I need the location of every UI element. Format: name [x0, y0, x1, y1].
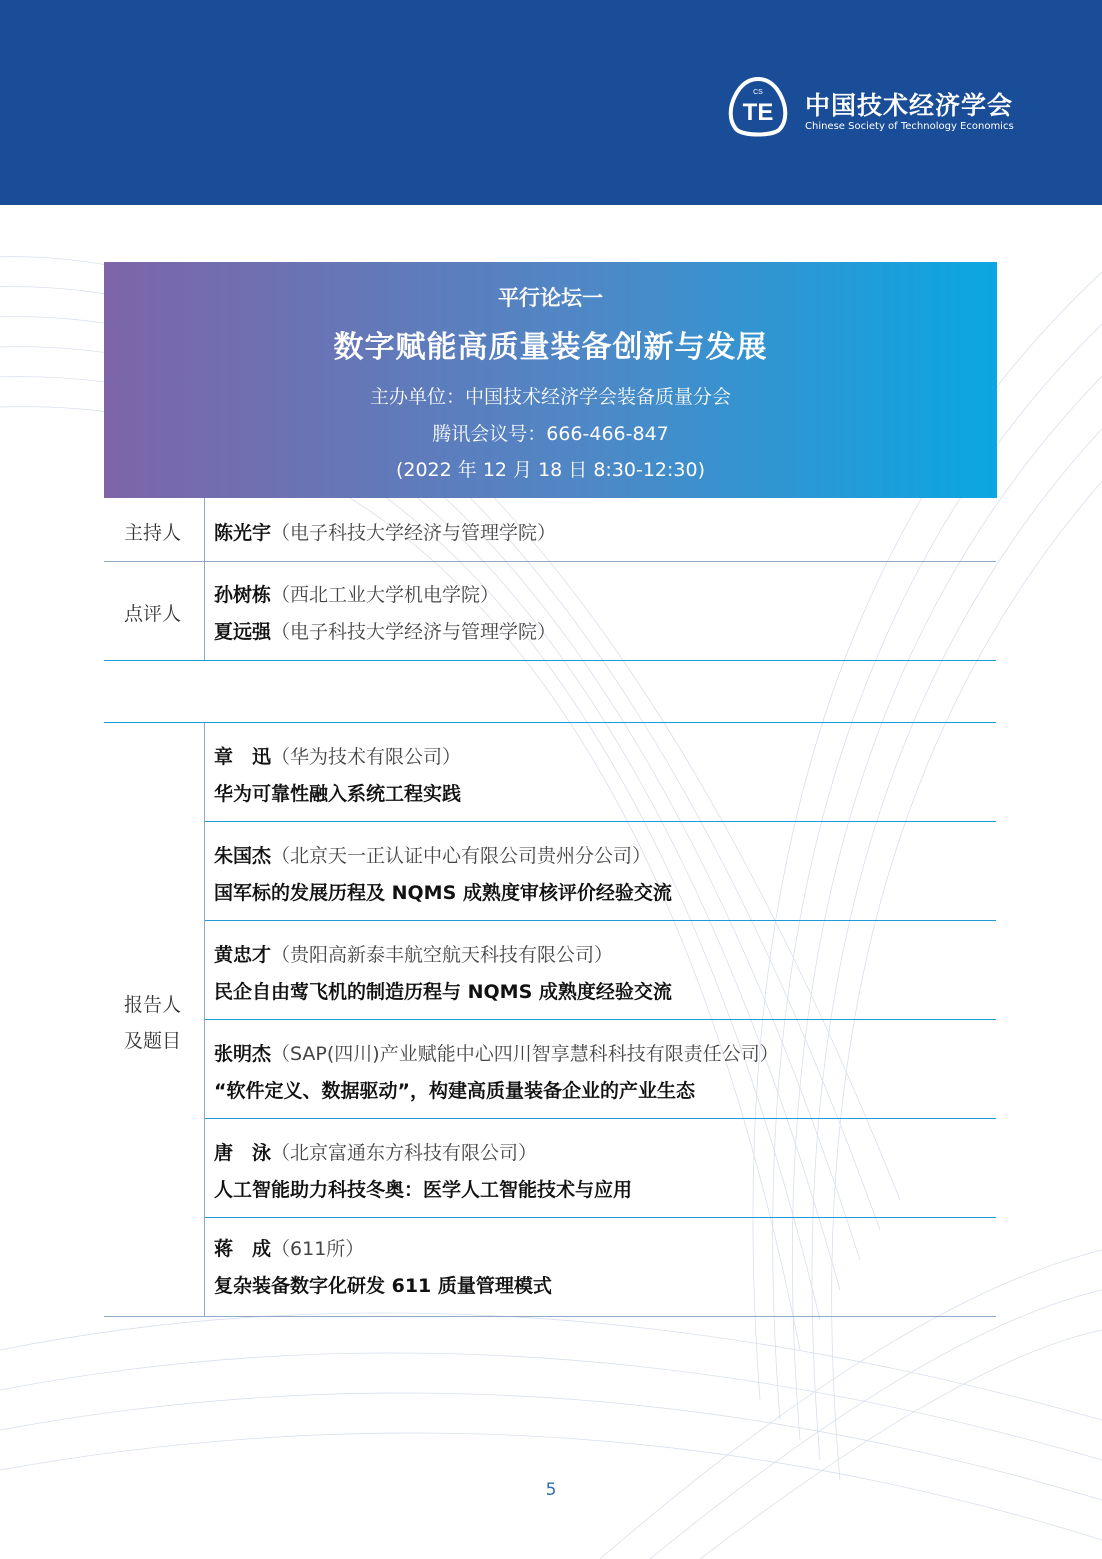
table-row-divider	[205, 821, 996, 822]
host-name: 陈光宇	[214, 522, 272, 544]
reviewer-label: 点评人	[124, 603, 182, 625]
table-row-divider	[104, 722, 996, 723]
logo-small-lettering: CS	[753, 89, 763, 96]
page-number: 5	[545, 1480, 557, 1500]
org-name-en: Chinese Society of Technology Economics	[805, 121, 1014, 132]
speaker-row	[214, 841, 651, 868]
speaker-name: 朱国杰	[214, 845, 272, 867]
meeting-number-line: 腾讯会议号：666-466-847	[432, 423, 669, 445]
speaker-row	[214, 1039, 779, 1066]
table-row-divider	[104, 1316, 996, 1317]
forum-title: 数字赋能高质量装备创新与发展	[333, 330, 768, 365]
reports-label-2: 及题目	[124, 1030, 182, 1052]
reviewer-name: 孙树栋	[214, 584, 272, 606]
speaker-name: 章 迅	[214, 746, 272, 768]
page-header	[0, 0, 1102, 205]
forum-subtitle: 平行论坛一	[498, 286, 603, 310]
logo-lettering: TE	[742, 99, 774, 126]
speaker-affiliation: （611所）	[271, 1238, 365, 1260]
report-topic: “软件定义、数据驱动”，构建高质量装备企业的产业生态	[214, 1080, 695, 1102]
table-row-divider	[205, 920, 996, 921]
speaker-affiliation: （北京天一正认证中心有限公司贵州分公司）	[271, 845, 652, 867]
forum-banner	[104, 262, 997, 498]
table-row-divider	[205, 1019, 996, 1020]
speaker-name: 唐 泳	[214, 1142, 272, 1164]
reviewer-row	[214, 580, 499, 607]
time-line: (2022 年 12 月 18 日 8:30-12:30)	[395, 459, 706, 481]
speaker-row	[214, 1138, 537, 1165]
report-topic: 人工智能助力科技冬奥：医学人工智能技术与应用	[214, 1179, 633, 1201]
report-topic: 民企自由莺飞机的制造历程与 NQMS 成熟度经验交流	[214, 981, 672, 1003]
org-name-cn: 中国技术经济学会	[805, 91, 1014, 120]
speaker-row	[214, 940, 613, 967]
organizer-line: 主办单位：中国技术经济学会装备质量分会	[369, 386, 731, 408]
speaker-name: 黄忠才	[214, 944, 272, 966]
speaker-name: 蒋 成	[214, 1238, 272, 1260]
reviewer-row	[214, 617, 556, 644]
speaker-name: 张明杰	[214, 1043, 272, 1065]
report-topic: 复杂装备数字化研发 611 质量管理模式	[214, 1275, 552, 1297]
table-row-divider	[205, 1217, 996, 1218]
reports-label: 报告人	[124, 994, 182, 1016]
host-row	[214, 518, 556, 545]
report-topic: 国军标的发展历程及 NQMS 成熟度审核评价经验交流	[214, 882, 672, 904]
report-topic: 华为可靠性融入系统工程实践	[214, 783, 462, 805]
speaker-affiliation: （SAP(四川)产业赋能中心四川智享慧科科技有限责任公司）	[271, 1043, 779, 1065]
speaker-row	[214, 742, 461, 769]
reviewer-affiliation: （电子科技大学经济与管理学院）	[271, 621, 557, 643]
speaker-affiliation: （华为技术有限公司）	[271, 746, 462, 768]
speaker-row	[214, 1234, 364, 1261]
table-column-divider	[204, 498, 205, 660]
host-label: 主持人	[124, 522, 182, 544]
speaker-affiliation: （北京富通东方科技有限公司）	[271, 1142, 538, 1164]
reviewer-affiliation: （西北工业大学机电学院）	[271, 584, 500, 606]
society-logo-icon	[727, 76, 789, 138]
table-row-divider	[104, 660, 996, 661]
speaker-affiliation: （贵阳高新泰丰航空航天科技有限公司）	[271, 944, 614, 966]
reviewer-name: 夏远强	[214, 621, 272, 643]
table-row-divider	[205, 1118, 996, 1119]
host-affiliation: （电子科技大学经济与管理学院）	[271, 522, 557, 544]
table-row-divider	[104, 561, 996, 562]
